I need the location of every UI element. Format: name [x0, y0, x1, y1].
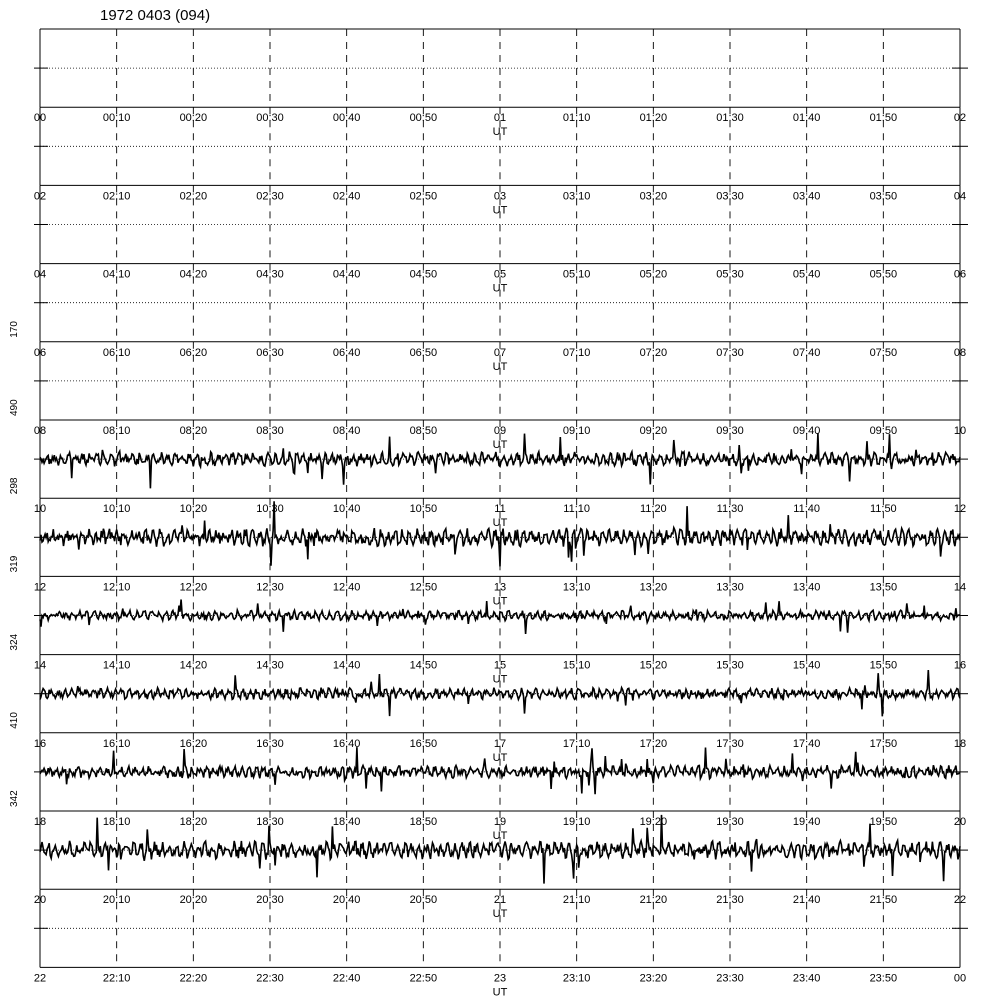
tick-label: 08:30 [256, 425, 284, 437]
tick-label: 01:50 [869, 112, 898, 125]
amplitude-scale-label: 170 [9, 321, 20, 338]
ut-axis-label: UT [492, 360, 508, 373]
tick-label: 11:30 [716, 503, 744, 516]
tick-label: 16:30 [256, 737, 284, 750]
trace-row [9, 321, 968, 451]
tick-label: 17 [493, 737, 507, 750]
tick-label: 02:20 [179, 190, 208, 203]
tick-label: 18 [953, 737, 967, 750]
amplitude-scale-label: 410 [9, 712, 20, 729]
tick-label: 04:30 [256, 268, 284, 281]
tick-label: 08:50 [409, 425, 438, 437]
tick-label: 00:30 [256, 112, 284, 125]
tick-label: 02:10 [102, 190, 131, 203]
tick-label: 16:40 [332, 737, 361, 750]
tick-label: 02 [33, 190, 47, 203]
trace-row [9, 633, 968, 763]
ut-axis-label: UT [492, 282, 508, 295]
tick-label: 05:10 [562, 268, 591, 281]
tick-label: 04 [33, 268, 47, 281]
tick-label: 05 [493, 268, 507, 281]
tick-label: 16:50 [409, 737, 438, 750]
tick-label: 15:10 [562, 659, 591, 672]
tick-label: 14 [953, 581, 967, 594]
tick-label: 15 [493, 659, 507, 672]
amplitude-scale-label: 324 [9, 633, 20, 651]
tick-label: 08:40 [332, 425, 361, 437]
tick-label: 12:10 [102, 581, 131, 594]
tick-label: 18 [33, 816, 47, 828]
tick-label: 23:30 [716, 972, 744, 985]
tick-label: 14:20 [179, 659, 208, 672]
tick-label: 12:40 [332, 581, 361, 594]
tick-label: 16:20 [179, 737, 208, 750]
tick-label: 03:20 [639, 190, 668, 203]
tick-label: 07:50 [869, 346, 898, 359]
tick-label: 09 [493, 425, 507, 437]
tick-label: 14:10 [102, 659, 131, 672]
tick-label: 14:40 [332, 659, 361, 672]
tick-label: 02 [953, 112, 967, 125]
tick-label: 09:30 [716, 425, 744, 437]
tick-label: 12:20 [179, 581, 208, 594]
tick-label: 13:30 [716, 581, 744, 594]
tick-label: 07:10 [562, 346, 591, 359]
tick-label: 11:50 [869, 503, 897, 516]
tick-label: 06:10 [102, 346, 131, 359]
tick-label: 20 [953, 816, 967, 828]
tick-label: 22:30 [256, 972, 284, 985]
amplitude-scale-label: 490 [9, 399, 20, 416]
trace-rows [9, 29, 968, 998]
tick-label: 15:40 [792, 659, 821, 672]
tick-label: 14:30 [256, 659, 284, 672]
tick-label: 00 [953, 972, 967, 985]
tick-label: 00:50 [409, 112, 438, 125]
tick-label: 16 [953, 659, 967, 672]
tick-label: 22:20 [179, 972, 208, 985]
tick-label: 03:40 [792, 190, 821, 203]
tick-label: 16:10 [102, 737, 131, 750]
ut-axis-label: UT [492, 908, 508, 921]
tick-label: 19:30 [716, 816, 744, 828]
tick-label: 19:20 [639, 816, 668, 828]
tick-label: 05:40 [792, 268, 821, 281]
tick-label: 06 [33, 346, 47, 359]
tick-label: 12:30 [256, 581, 284, 594]
tick-label: 17:30 [716, 737, 744, 750]
tick-label: 23 [493, 972, 507, 985]
tick-label: 20:40 [332, 894, 361, 907]
tick-label: 14:50 [409, 659, 438, 672]
tick-label: 11:20 [639, 503, 667, 516]
tick-label: 19:50 [869, 816, 898, 828]
tick-label: 07:40 [792, 346, 821, 359]
tick-label: 04:10 [102, 268, 131, 281]
tick-label: 05:50 [869, 268, 898, 281]
tick-label: 13 [493, 581, 507, 594]
tick-label: 01:10 [562, 112, 591, 125]
tick-label: 10:30 [256, 503, 284, 516]
ut-axis-label: UT [492, 986, 508, 999]
tick-label: 10:40 [332, 503, 361, 516]
tick-label: 00:10 [102, 112, 131, 125]
tick-label: 03:30 [716, 190, 744, 203]
tick-label: 04:20 [179, 268, 208, 281]
tick-label: 12 [33, 581, 47, 594]
tick-label: 13:20 [639, 581, 668, 594]
tick-label: 05:30 [716, 268, 744, 281]
tick-label: 15:20 [639, 659, 668, 672]
tick-label: 12:50 [409, 581, 438, 594]
trace-row [34, 29, 968, 138]
amplitude-scale-label: 342 [9, 790, 20, 807]
ut-axis-label: UT [492, 673, 508, 686]
tick-label: 06:50 [409, 346, 438, 359]
tick-label: 15:30 [716, 659, 744, 672]
tick-label: 03:10 [562, 190, 591, 203]
trace-row [9, 477, 968, 607]
tick-label: 06:40 [332, 346, 361, 359]
tick-label: 04:40 [332, 268, 361, 281]
tick-label: 21:40 [792, 894, 821, 907]
ut-axis-label: UT [492, 595, 508, 608]
tick-label: 20:20 [179, 894, 208, 907]
tick-label: 17:20 [639, 737, 668, 750]
tick-label: 00:20 [179, 112, 208, 125]
ut-axis-label: UT [492, 439, 508, 451]
tick-label: 23:20 [639, 972, 668, 985]
tick-label: 10:50 [409, 503, 438, 516]
tick-label: 06:20 [179, 346, 208, 359]
tick-label: 22:40 [332, 972, 361, 985]
tick-label: 09:10 [562, 425, 591, 437]
tick-label: 01:40 [792, 112, 821, 125]
tick-label: 01:20 [639, 112, 668, 125]
tick-label: 16 [33, 737, 47, 750]
tick-label: 02:30 [256, 190, 284, 203]
tick-label: 01 [493, 112, 507, 125]
tick-label: 13:50 [869, 581, 898, 594]
tick-label: 21:50 [869, 894, 898, 907]
tick-label: 10:10 [102, 503, 131, 516]
ut-axis-label: UT [492, 830, 508, 842]
tick-label: 13:10 [562, 581, 591, 594]
tick-label: 06:30 [256, 346, 284, 359]
tick-label: 00:40 [332, 112, 361, 125]
tick-label: 06 [953, 268, 967, 281]
tick-label: 20:30 [256, 894, 284, 907]
tick-label: 21:30 [716, 894, 744, 907]
tick-label: 00 [33, 112, 47, 125]
tick-label: 11 [494, 503, 506, 516]
tick-label: 17:50 [869, 737, 898, 750]
tick-label: 07 [493, 346, 507, 359]
tick-label: 11:40 [793, 503, 821, 516]
tick-label: 20:10 [102, 894, 131, 907]
tick-label: 20 [33, 894, 47, 907]
tick-label: 12 [953, 503, 967, 516]
amplitude-scale-label: 319 [9, 555, 20, 573]
tick-label: 07:30 [716, 346, 744, 359]
tick-label: 05:20 [639, 268, 668, 281]
tick-label: 04:50 [409, 268, 438, 281]
tick-label: 18:30 [256, 816, 284, 828]
tick-label: 11:10 [563, 503, 591, 516]
ut-axis-label: UT [492, 204, 508, 217]
tick-label: 08 [33, 425, 47, 437]
trace-row [9, 399, 968, 529]
tick-label: 14 [33, 659, 47, 672]
tick-label: 22 [953, 894, 967, 907]
tick-label: 19 [493, 816, 507, 828]
tick-label: 23:50 [869, 972, 898, 985]
tick-label: 03:50 [869, 190, 898, 203]
tick-label: 18:40 [332, 816, 361, 828]
tick-label: 22:10 [102, 972, 131, 985]
tick-label: 21 [493, 894, 507, 907]
tick-label: 18:50 [409, 816, 438, 828]
ut-axis-label: UT [492, 751, 508, 764]
tick-label: 10 [953, 425, 967, 437]
tick-label: 17:10 [562, 737, 591, 750]
ut-axis-label: UT [492, 126, 508, 139]
tick-label: 21:10 [562, 894, 591, 907]
tick-label: 08 [953, 346, 967, 359]
tick-label: 01:30 [716, 112, 744, 125]
tick-label: 22 [33, 972, 47, 985]
chart-title: 1972 0403 (094) [100, 7, 211, 24]
tick-label: 21:20 [639, 894, 668, 907]
tick-label: 23:40 [792, 972, 821, 985]
tick-label: 02:40 [332, 190, 361, 203]
trace-row [9, 790, 968, 920]
tick-label: 09:40 [792, 425, 821, 437]
tick-label: 08:20 [179, 425, 208, 437]
tick-label: 10:20 [179, 503, 208, 516]
tick-label: 13:40 [792, 581, 821, 594]
tick-label: 18:10 [102, 816, 131, 828]
trace-row [9, 712, 968, 842]
tick-label: 18:20 [179, 816, 208, 828]
tick-label: 15:50 [869, 659, 898, 672]
tick-label: 09:50 [869, 425, 898, 437]
tick-label: 17:40 [792, 737, 821, 750]
tick-label: 19:10 [562, 816, 591, 828]
tick-label: 08:10 [102, 425, 131, 437]
tick-label: 19:40 [792, 816, 821, 828]
tick-label: 07:20 [639, 346, 668, 359]
tick-label: 09:20 [639, 425, 668, 437]
tick-label: 22:50 [409, 972, 438, 985]
amplitude-scale-label: 298 [9, 477, 20, 495]
tick-label: 02:50 [409, 190, 438, 203]
ut-axis-label: UT [492, 517, 508, 530]
trace-row [9, 555, 968, 685]
tick-label: 23:10 [562, 972, 591, 985]
tick-label: 04 [953, 190, 967, 203]
tick-label: 10 [33, 503, 47, 516]
tick-label: 20:50 [409, 894, 438, 907]
tick-label: 03 [493, 190, 507, 203]
